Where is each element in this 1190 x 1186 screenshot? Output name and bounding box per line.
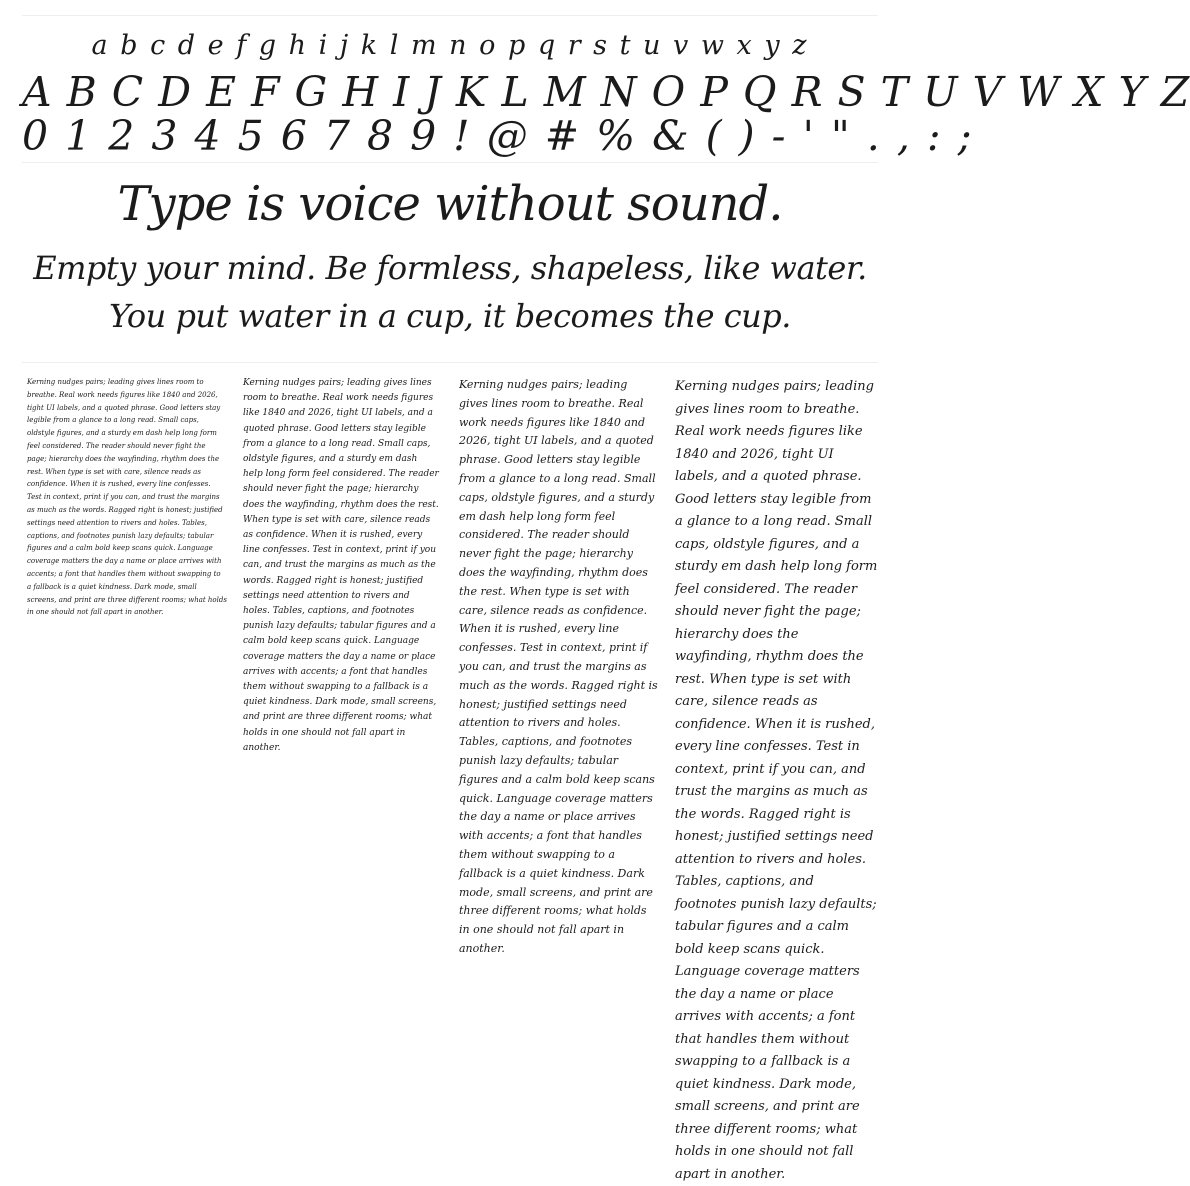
top-divider [22, 15, 878, 16]
uppercase-alphabet: A B C D E F G H I J K L M N O P Q R S T U V W X Y Z [22, 68, 1190, 116]
sample-section-divider [22, 362, 878, 363]
sample-quote-line-1: Empty your mind. Be formless, shapeless, like water. [33, 249, 867, 287]
figures-and-punctuation: 0 1 2 3 4 5 6 7 8 9 ! @ # % & ( ) - ' " . , : ; [22, 112, 974, 160]
body-text-columns [22, 376, 878, 1182]
glyph-section-divider [22, 162, 878, 163]
body-text-column-medium: Kerning nudges pairs; leading gives lines room to breathe. Real work needs figures like 1840 and 2026, tight UI labels, and a quoted phrase. Good letters stay legible from a glance to a long read. Small caps, oldstyle figures, and a sturdy em dash help long form feel considered. The reader should never fight the page; hierarchy does the wayfinding, rhythm does the rest. When type is set with care, silence reads as confidence. When it is rushed, every line confesses. Test in context, print if you can, and trust the margins as much as the words. Ragged right is honest; justified settings need attention to rivers and holes. Tables, captions, and footnotes punish lazy defaults; tabular figures and a calm bold keep scans quick. Language coverage matters the day a name or place arrives with accents; a font that handles them without swapping to a fallback is a quiet kindness. Dark mode, small screens, and print are three different rooms; what holds in one should not fall apart in another. [243, 378, 439, 753]
sample-quote-line-2: You put water in a cup, it becomes the cup. [109, 297, 791, 335]
body-text-column-xlarge: Kerning nudges pairs; leading gives lines room to breathe. Real work needs figures like 1840 and 2026, tight UI labels, and a quoted phrase. Good letters stay legible from a glance to a long read. Small caps, oldstyle figures, and a sturdy em dash help long form feel considered. The reader should never fight the page; hierarchy does the wayfinding, rhythm does the rest. When type is set with care, silence reads as confidence. When it is rushed, every line confesses. Test in context, print if you can, and trust the margins as much as the words. Ragged right is honest; justified settings need attention to rivers and holes. Tables, captions, and footnotes punish lazy defaults; tabular figures and a calm bold keep scans quick. Language coverage matters the day a name or place arrives with accents; a font that handles them without swapping to a fallback is a quiet kindness. Dark mode, small screens, and print are three different rooms; what holds in one should not fall apart in another. [675, 379, 878, 1182]
body-text-column-small: Kerning nudges pairs; leading gives lines room to breathe. Real work needs figures like 1840 and 2026, tight UI labels, and a quoted phrase. Good letters stay legible from a glance to a long read. Small caps, oldstyle figures, and a sturdy em dash help long form feel considered. The reader should never fight the page; hierarchy does the wayfinding, rhythm does the rest. When type is set with care, silence reads as confidence. When it is rushed, every line confesses. Test in context, print if you can, and trust the margins as much as the words. Ragged right is honest; justified settings need attention to rivers and holes. Tables, captions, and footnotes punish lazy defaults; tabular figures and a calm bold keep scans quick. Language coverage matters the day a name or place arrives with accents; a font that handles them without swapping to a fallback is a quiet kindness. Dark mode, small screens, and print are three different rooms; what holds in one should not fall apart in another. [27, 378, 227, 617]
sample-headline: Type is voice without sound. [117, 176, 783, 232]
lowercase-alphabet: a b c d e f g h i j k l m n o p q r s t u v w x y z [91, 30, 809, 61]
body-text-column-large: Kerning nudges pairs; leading gives lines room to breathe. Real work needs figures like 1840 and 2026, tight UI labels, and a quoted phrase. Good letters stay legible from a glance to a long read. Small caps, oldstyle figures, and a sturdy em dash help long form feel considered. The reader should never fight the page; hierarchy does the wayfinding, rhythm does the rest. When type is set with care, silence reads as confidence. When it is rushed, every line confesses. Test in context, print if you can, and trust the margins as much as the words. Ragged right is honest; justified settings need attention to rivers and holes. Tables, captions, and footnotes punish lazy defaults; tabular figures and a calm bold keep scans quick. Language coverage matters the day a name or place arrives with accents; a font that handles them without swapping to a fallback is a quiet kindness. Dark mode, small screens, and print are three different rooms; what holds in one should not fall apart in another. [459, 378, 658, 955]
